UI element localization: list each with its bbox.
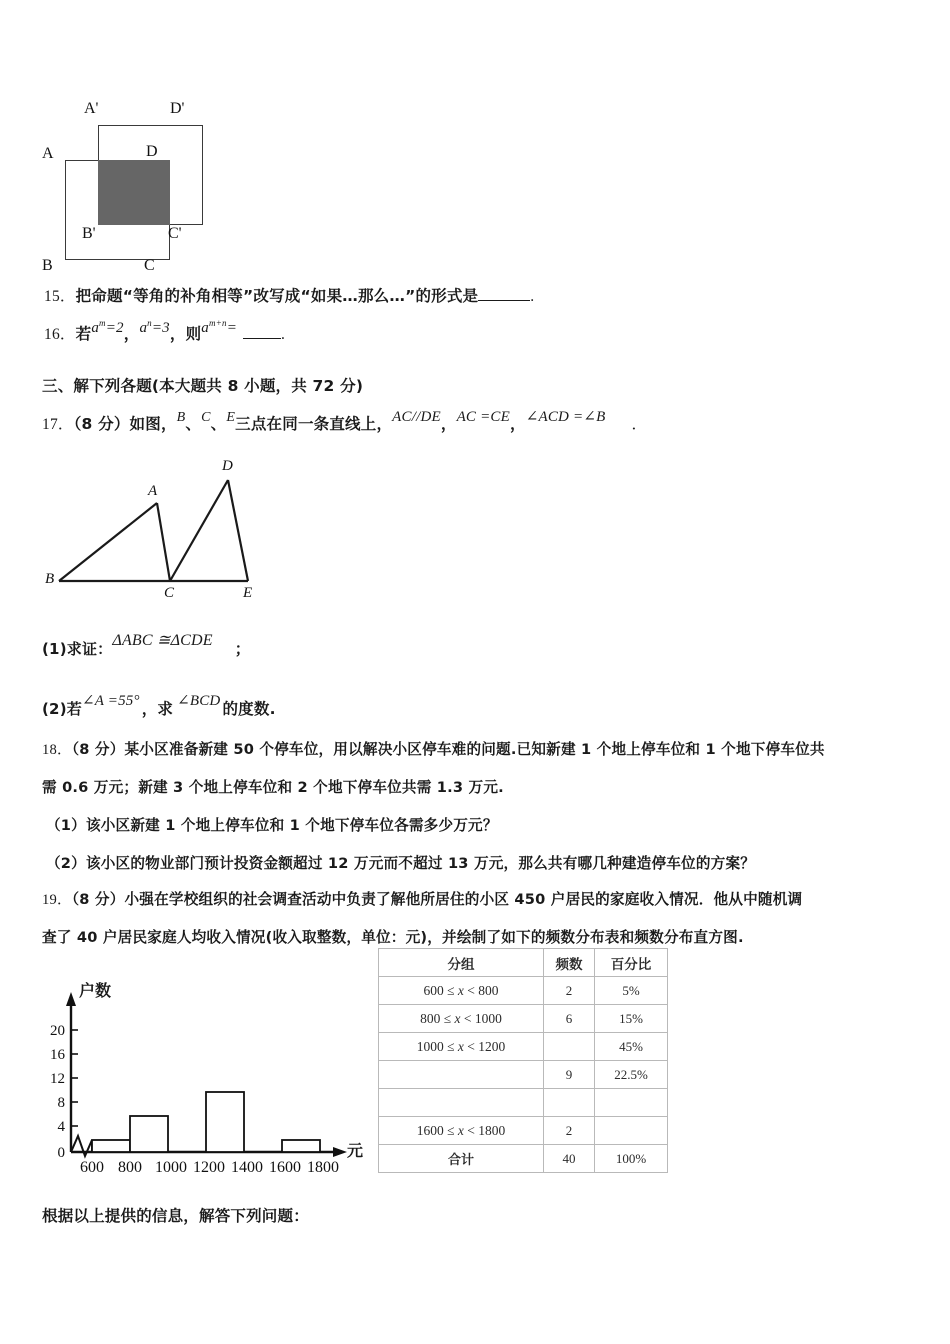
header-group: 分组	[379, 949, 544, 977]
q17-comma-1: ，	[440, 415, 457, 433]
q18-text-line-1: 某小区准备新建 50 个停车位，用以解决小区停车难的问题.已知新建 1 个地上停车位和 1 个地下停车位共	[124, 741, 825, 758]
cell-group	[379, 1089, 544, 1117]
label-a-prime: A'	[84, 100, 99, 117]
label-b: B	[42, 257, 53, 274]
q17-sub1-label: (1)求证：	[42, 640, 113, 658]
question-15: 15．把命题“等角的补角相等”改写成“如果…那么…”的形式是 .	[44, 287, 535, 305]
q17-point-e: E	[226, 410, 236, 425]
histogram-x-axis-label: 元	[347, 1141, 364, 1160]
q17-point-c: C	[201, 410, 211, 425]
q19-text-line-1: 小强在学校组织的社会调查活动中负责了解他所居住的小区 450 户居民的家庭收入情况．他从中随机调	[124, 891, 803, 908]
cell-frequency	[544, 1089, 595, 1117]
q15-text: 把命题“等角的补角相等”改写成“如果…那么…”的形式是	[75, 287, 479, 305]
q16-eq-3: =	[226, 320, 238, 336]
hist-ytick-8: 8	[57, 1095, 65, 1111]
cell-frequency	[544, 1033, 595, 1061]
q16-eq-2: =3	[151, 320, 170, 336]
q19-closing-text: 根据以上提供的信息，解答下列问题：	[42, 1207, 309, 1225]
table-row	[379, 977, 668, 1005]
q17-sep-2: 、	[210, 415, 227, 433]
table-row	[379, 1089, 668, 1117]
histogram-svg	[45, 980, 375, 1175]
hist-ytick-0: 0	[57, 1145, 65, 1161]
hist-ytick-16: 16	[50, 1047, 65, 1063]
q17-sub2-mid: ，求	[141, 700, 174, 718]
question-16: 16．若$a^m=2$，$a^n=3$，则$a^{m+n}=$ .	[44, 318, 286, 343]
q15-answer-blank	[478, 300, 530, 301]
label-d-prime: D'	[170, 100, 185, 117]
q17-sub2-target: ∠BCD	[177, 693, 221, 709]
q16-base-3: a	[201, 320, 209, 336]
cell-frequency: 2	[544, 977, 595, 1005]
cell-total-percent: 100%	[595, 1145, 668, 1173]
question-19-closing	[42, 1204, 309, 1226]
q17-sub2-condition: ∠A =55°	[81, 693, 140, 709]
cell-frequency: 9	[544, 1061, 595, 1089]
q17-sub1-end: ；	[234, 640, 251, 658]
q16-exp-1: m	[99, 318, 106, 328]
tri-label-e: E	[243, 585, 253, 601]
q17-score: （8 分）	[73, 415, 130, 433]
section-3-heading-text: 三、解下列各题(本大题共 8 小题，共 72 分)	[42, 377, 364, 395]
cell-percent	[595, 1089, 668, 1117]
question-17	[42, 409, 648, 434]
question-18-part-1	[46, 814, 498, 835]
cell-frequency: 2	[544, 1117, 595, 1145]
hist-ytick-20: 20	[50, 1023, 65, 1039]
q17-sub2-end: 的度数.	[222, 700, 276, 718]
q17-sub2-label: (2)若	[42, 700, 82, 718]
tri-label-b: B	[45, 571, 55, 587]
cell-percent: 22.5%	[595, 1061, 668, 1089]
q16-then: 则	[185, 325, 202, 343]
hist-xtick-1600: 1600	[269, 1159, 301, 1175]
q17-sub1-expression: ΔABC ≅ΔCDE	[112, 632, 213, 649]
cell-percent: 5%	[595, 977, 668, 1005]
cell-group	[379, 1061, 544, 1089]
q19-text-line-2: 查了 40 户居民家庭人均收入情况(收入取整数，单位：元)，并绘制了如下的频数分布表和频数分布直方图.	[42, 929, 744, 946]
figure-frequency-histogram	[45, 980, 375, 1175]
header-percent: 百分比	[595, 949, 668, 977]
tri-label-a: A	[148, 483, 158, 499]
q17-condition-3: ∠ACD =∠B	[525, 409, 606, 425]
q17-number: 17．	[42, 416, 74, 433]
q16-comma-2: ，	[169, 325, 186, 343]
cell-total-label: 合计	[379, 1145, 544, 1173]
cell-group: 800 ≤ x < 1000	[379, 1005, 544, 1033]
q17-point-b: B	[176, 410, 186, 425]
table-row	[379, 1033, 668, 1061]
hist-xtick-800: 800	[118, 1159, 142, 1175]
cell-total-frequency: 40	[544, 1145, 595, 1173]
label-c: C	[144, 257, 155, 274]
q17-condition-2: AC =CE	[456, 409, 510, 425]
table-total-row	[379, 1145, 668, 1173]
figure-overlapping-squares	[40, 85, 290, 275]
q18-number: 18．	[42, 742, 72, 758]
q16-comma-1: ，	[123, 325, 140, 343]
cell-percent: 45%	[595, 1033, 668, 1061]
question-18-part-2	[46, 852, 755, 873]
question-17-part-2	[42, 693, 276, 719]
cell-frequency: 6	[544, 1005, 595, 1033]
q16-base-2: a	[139, 320, 148, 336]
table-header-row	[379, 949, 668, 977]
tri-label-c: C	[164, 585, 175, 601]
label-a: A	[42, 145, 54, 162]
q19-number: 19．	[42, 892, 72, 908]
cell-group: 600 ≤ x < 800	[379, 977, 544, 1005]
figure-triangles-abc-cde	[45, 445, 335, 605]
q18-sub2-text: （2）该小区的物业部门预计投资金额超过 12 万元而不超过 13 万元，那么共有哪几种建造停车位的方案？	[46, 855, 756, 872]
q17-sep-1: 、	[185, 415, 202, 433]
question-18-line-1	[42, 738, 825, 759]
frequency-distribution-table	[378, 948, 668, 1173]
hist-xtick-1000: 1000	[155, 1159, 187, 1175]
shaded-overlap-region	[98, 160, 170, 225]
hist-ytick-12: 12	[50, 1071, 65, 1087]
hist-xtick-1200: 1200	[193, 1159, 225, 1175]
q16-exp-3: m+n	[209, 318, 227, 328]
hist-xtick-1400: 1400	[231, 1159, 263, 1175]
table-row	[379, 1061, 668, 1089]
section-3-heading	[42, 374, 363, 396]
q17-lead: 如图，	[129, 415, 177, 433]
table-row	[379, 1117, 668, 1145]
cell-group: 1600 ≤ x < 1800	[379, 1117, 544, 1145]
q16-base-1: a	[91, 320, 100, 336]
hist-xtick-600: 600	[80, 1159, 104, 1175]
q18-score: （8 分）	[71, 741, 125, 758]
q16-number: 16．	[44, 326, 76, 343]
cell-percent	[595, 1117, 668, 1145]
q15-number: 15．	[44, 288, 76, 305]
q19-score: （8 分）	[71, 891, 125, 908]
q16-eq-1: =2	[105, 320, 124, 336]
q17-comma-2: ，	[509, 415, 526, 433]
question-19-line-2	[42, 926, 744, 947]
q17-period: ．	[631, 416, 648, 433]
cell-group: 1000 ≤ x < 1200	[379, 1033, 544, 1061]
q18-text-line-2: 需 0.6 万元；新建 3 个地上停车位和 2 个地下停车位共需 1.3 万元.	[42, 779, 504, 796]
q18-sub1-text: （1）该小区新建 1 个地上停车位和 1 个地下停车位各需多少万元？	[46, 817, 498, 834]
histogram-y-axis-label: 户数	[79, 981, 112, 1000]
question-17-part-1	[42, 632, 251, 659]
hist-ytick-4: 4	[57, 1119, 65, 1135]
header-frequency: 频数	[544, 949, 595, 977]
q17-mid: 三点在同一条直线上，	[235, 415, 393, 433]
q17-condition-1: AC//DE	[392, 409, 441, 425]
cell-percent: 15%	[595, 1005, 668, 1033]
question-18-line-2	[42, 776, 504, 797]
label-c-prime: C'	[168, 225, 182, 242]
hist-xtick-1800: 1800	[307, 1159, 339, 1175]
q16-prefix: 若	[75, 325, 92, 343]
tri-label-d: D	[222, 458, 233, 474]
q16-exp-2: n	[147, 318, 152, 328]
question-19-line-1	[42, 888, 802, 909]
table-row	[379, 1005, 668, 1033]
label-d: D	[146, 143, 158, 160]
label-b-prime: B'	[82, 225, 96, 242]
q16-answer-blank	[243, 338, 281, 339]
triangles-svg	[45, 445, 335, 605]
